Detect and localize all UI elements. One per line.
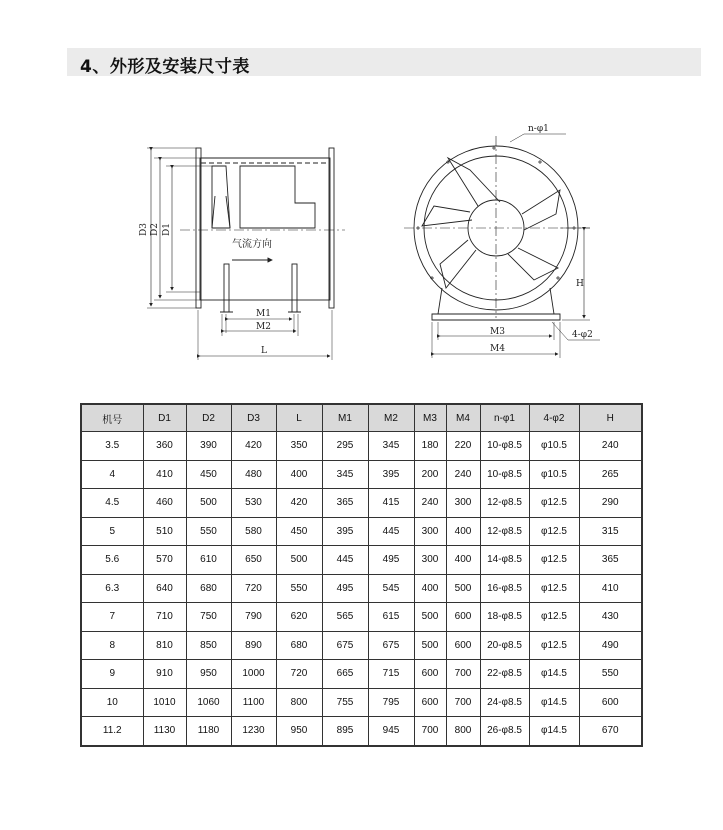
table-cell: 300 <box>414 546 446 575</box>
table-cell: φ10.5 <box>529 460 579 489</box>
header-cell: M4 <box>446 404 480 432</box>
table-cell: 345 <box>368 432 414 461</box>
table-cell: 315 <box>579 517 642 546</box>
table-cell: 790 <box>231 603 276 632</box>
table-row <box>81 717 642 746</box>
table-cell: φ12.5 <box>529 631 579 660</box>
table-cell: 945 <box>368 717 414 746</box>
table-row <box>81 660 642 689</box>
label-m4: M4 <box>490 344 505 354</box>
table-cell: 265 <box>579 460 642 489</box>
model-number-cell: 10 <box>81 688 143 717</box>
table-cell: 14-φ8.5 <box>480 546 529 575</box>
header-cell: 机号 <box>81 404 143 432</box>
table-cell: 445 <box>368 517 414 546</box>
table-cell: 495 <box>322 574 368 603</box>
table-cell: 710 <box>143 603 186 632</box>
table-cell: 615 <box>368 603 414 632</box>
table-cell: 240 <box>579 432 642 461</box>
table-cell: φ14.5 <box>529 717 579 746</box>
label-d1: D1 <box>162 223 172 236</box>
table-cell: 395 <box>322 517 368 546</box>
table-cell: 1100 <box>231 688 276 717</box>
table-cell: 700 <box>414 717 446 746</box>
table-cell: 390 <box>186 432 231 461</box>
table-row <box>81 460 642 489</box>
table-cell: 450 <box>186 460 231 489</box>
table-cell: 20-φ8.5 <box>480 631 529 660</box>
table-cell: 675 <box>322 631 368 660</box>
model-number-cell: 11.2 <box>81 717 143 746</box>
table-cell: 410 <box>579 574 642 603</box>
table-cell: 290 <box>579 489 642 518</box>
table-row <box>81 546 642 575</box>
header-cell: H <box>579 404 642 432</box>
table-cell: φ12.5 <box>529 603 579 632</box>
table-cell: 300 <box>414 517 446 546</box>
table-cell: 490 <box>579 631 642 660</box>
dimension-table <box>80 403 643 747</box>
label-h: H <box>576 279 584 289</box>
table-cell: 800 <box>446 717 480 746</box>
model-number-cell: 4 <box>81 460 143 489</box>
table-header-row <box>81 404 642 432</box>
table-cell: 670 <box>579 717 642 746</box>
table-cell: 400 <box>446 517 480 546</box>
table-cell: φ12.5 <box>529 489 579 518</box>
table-cell: 240 <box>414 489 446 518</box>
table-cell: 950 <box>276 717 322 746</box>
table-cell: 610 <box>186 546 231 575</box>
table-cell: 680 <box>276 631 322 660</box>
table-cell: 345 <box>322 460 368 489</box>
table-cell: 850 <box>186 631 231 660</box>
table-cell: 550 <box>276 574 322 603</box>
table-cell: 600 <box>414 660 446 689</box>
label-m1: M1 <box>256 309 271 319</box>
table-cell: 675 <box>368 631 414 660</box>
model-number-cell: 7 <box>81 603 143 632</box>
table-cell: 1060 <box>186 688 231 717</box>
section-header <box>67 48 701 76</box>
header-cell: 4-φ2 <box>529 404 579 432</box>
table-cell: 400 <box>446 546 480 575</box>
table-cell: 10-φ8.5 <box>480 460 529 489</box>
header-cell: n-φ1 <box>480 404 529 432</box>
table-cell: 715 <box>368 660 414 689</box>
table-cell: 200 <box>414 460 446 489</box>
table-cell: 545 <box>368 574 414 603</box>
table-cell: 600 <box>414 688 446 717</box>
table-cell: 800 <box>276 688 322 717</box>
table-row <box>81 489 642 518</box>
table-cell: 420 <box>231 432 276 461</box>
table-cell: 180 <box>414 432 446 461</box>
table-cell: 400 <box>414 574 446 603</box>
model-number-cell: 8 <box>81 631 143 660</box>
table-cell: 795 <box>368 688 414 717</box>
table-cell: 950 <box>186 660 231 689</box>
table-cell: 22-φ8.5 <box>480 660 529 689</box>
table-cell: 600 <box>579 688 642 717</box>
table-cell: 445 <box>322 546 368 575</box>
table-cell: 910 <box>143 660 186 689</box>
model-number-cell: 5.6 <box>81 546 143 575</box>
model-number-cell: 5 <box>81 517 143 546</box>
table-cell: 300 <box>446 489 480 518</box>
table-cell: 565 <box>322 603 368 632</box>
table-cell: 460 <box>143 489 186 518</box>
table-cell: 240 <box>446 460 480 489</box>
table-cell: 26-φ8.5 <box>480 717 529 746</box>
table-cell: 480 <box>231 460 276 489</box>
table-cell: 530 <box>231 489 276 518</box>
side-view-labels <box>139 223 272 356</box>
table-cell: 720 <box>276 660 322 689</box>
header-cell: D2 <box>186 404 231 432</box>
table-cell: 500 <box>276 546 322 575</box>
table-cell: 1000 <box>231 660 276 689</box>
table-cell: 16-φ8.5 <box>480 574 529 603</box>
table-cell: 1230 <box>231 717 276 746</box>
table-cell: 295 <box>322 432 368 461</box>
table-cell: 570 <box>143 546 186 575</box>
fan-dimension-drawing <box>120 118 640 373</box>
table-cell: 500 <box>446 574 480 603</box>
table-cell: 12-φ8.5 <box>480 489 529 518</box>
header-cell: D3 <box>231 404 276 432</box>
table-cell: 1180 <box>186 717 231 746</box>
table-cell: 600 <box>446 603 480 632</box>
header-cell: M2 <box>368 404 414 432</box>
table-cell: 360 <box>143 432 186 461</box>
table-cell: φ12.5 <box>529 574 579 603</box>
table-cell: 400 <box>276 460 322 489</box>
table-cell: 600 <box>446 631 480 660</box>
model-number-cell: 3.5 <box>81 432 143 461</box>
table-cell: 750 <box>186 603 231 632</box>
table-body <box>81 432 642 746</box>
table-row <box>81 432 642 461</box>
table-cell: 1010 <box>143 688 186 717</box>
section-title: 4、外形及安装尺寸表 <box>80 57 250 77</box>
table-cell: 410 <box>143 460 186 489</box>
header-cell: M1 <box>322 404 368 432</box>
table-row <box>81 574 642 603</box>
table-row <box>81 603 642 632</box>
label-4-phi2: 4-φ2 <box>572 330 593 340</box>
table-cell: φ10.5 <box>529 432 579 461</box>
table-row <box>81 688 642 717</box>
table-cell: 665 <box>322 660 368 689</box>
table-cell: 550 <box>579 660 642 689</box>
label-n-phi1: n-φ1 <box>528 124 549 134</box>
table-cell: 755 <box>322 688 368 717</box>
label-d3: D3 <box>139 223 149 236</box>
table-cell: φ14.5 <box>529 660 579 689</box>
table-cell: 415 <box>368 489 414 518</box>
table-cell: φ12.5 <box>529 517 579 546</box>
table-cell: 500 <box>414 603 446 632</box>
table-cell: 580 <box>231 517 276 546</box>
table-cell: 420 <box>276 489 322 518</box>
table-cell: φ12.5 <box>529 546 579 575</box>
table-cell: 810 <box>143 631 186 660</box>
front-view <box>404 134 600 358</box>
table-cell: 350 <box>276 432 322 461</box>
label-d2: D2 <box>150 223 160 236</box>
header-cell: M3 <box>414 404 446 432</box>
table-cell: 12-φ8.5 <box>480 517 529 546</box>
table-cell: 640 <box>143 574 186 603</box>
table-row <box>81 631 642 660</box>
model-number-cell: 9 <box>81 660 143 689</box>
table-cell: 365 <box>579 546 642 575</box>
header-cell: D1 <box>143 404 186 432</box>
table-cell: 700 <box>446 688 480 717</box>
table-cell: 395 <box>368 460 414 489</box>
table-cell: 510 <box>143 517 186 546</box>
table-cell: 450 <box>276 517 322 546</box>
table-cell: 550 <box>186 517 231 546</box>
table-cell: 430 <box>579 603 642 632</box>
table-cell: 10-φ8.5 <box>480 432 529 461</box>
table-cell: 18-φ8.5 <box>480 603 529 632</box>
table-cell: 500 <box>414 631 446 660</box>
table-cell: φ14.5 <box>529 688 579 717</box>
table-row <box>81 517 642 546</box>
table-cell: 24-φ8.5 <box>480 688 529 717</box>
model-number-cell: 4.5 <box>81 489 143 518</box>
table-cell: 365 <box>322 489 368 518</box>
table-cell: 1130 <box>143 717 186 746</box>
table-cell: 650 <box>231 546 276 575</box>
model-number-cell: 6.3 <box>81 574 143 603</box>
table-cell: 680 <box>186 574 231 603</box>
table-cell: 495 <box>368 546 414 575</box>
table-cell: 895 <box>322 717 368 746</box>
side-view <box>147 148 345 360</box>
table-cell: 890 <box>231 631 276 660</box>
table-cell: 500 <box>186 489 231 518</box>
table-cell: 720 <box>231 574 276 603</box>
header-cell: L <box>276 404 322 432</box>
label-airflow: 气流方向 <box>232 239 272 250</box>
table-cell: 700 <box>446 660 480 689</box>
label-m3: M3 <box>490 327 505 337</box>
table-cell: 220 <box>446 432 480 461</box>
label-l: L <box>261 346 267 356</box>
table-cell: 620 <box>276 603 322 632</box>
label-m2: M2 <box>256 322 271 332</box>
